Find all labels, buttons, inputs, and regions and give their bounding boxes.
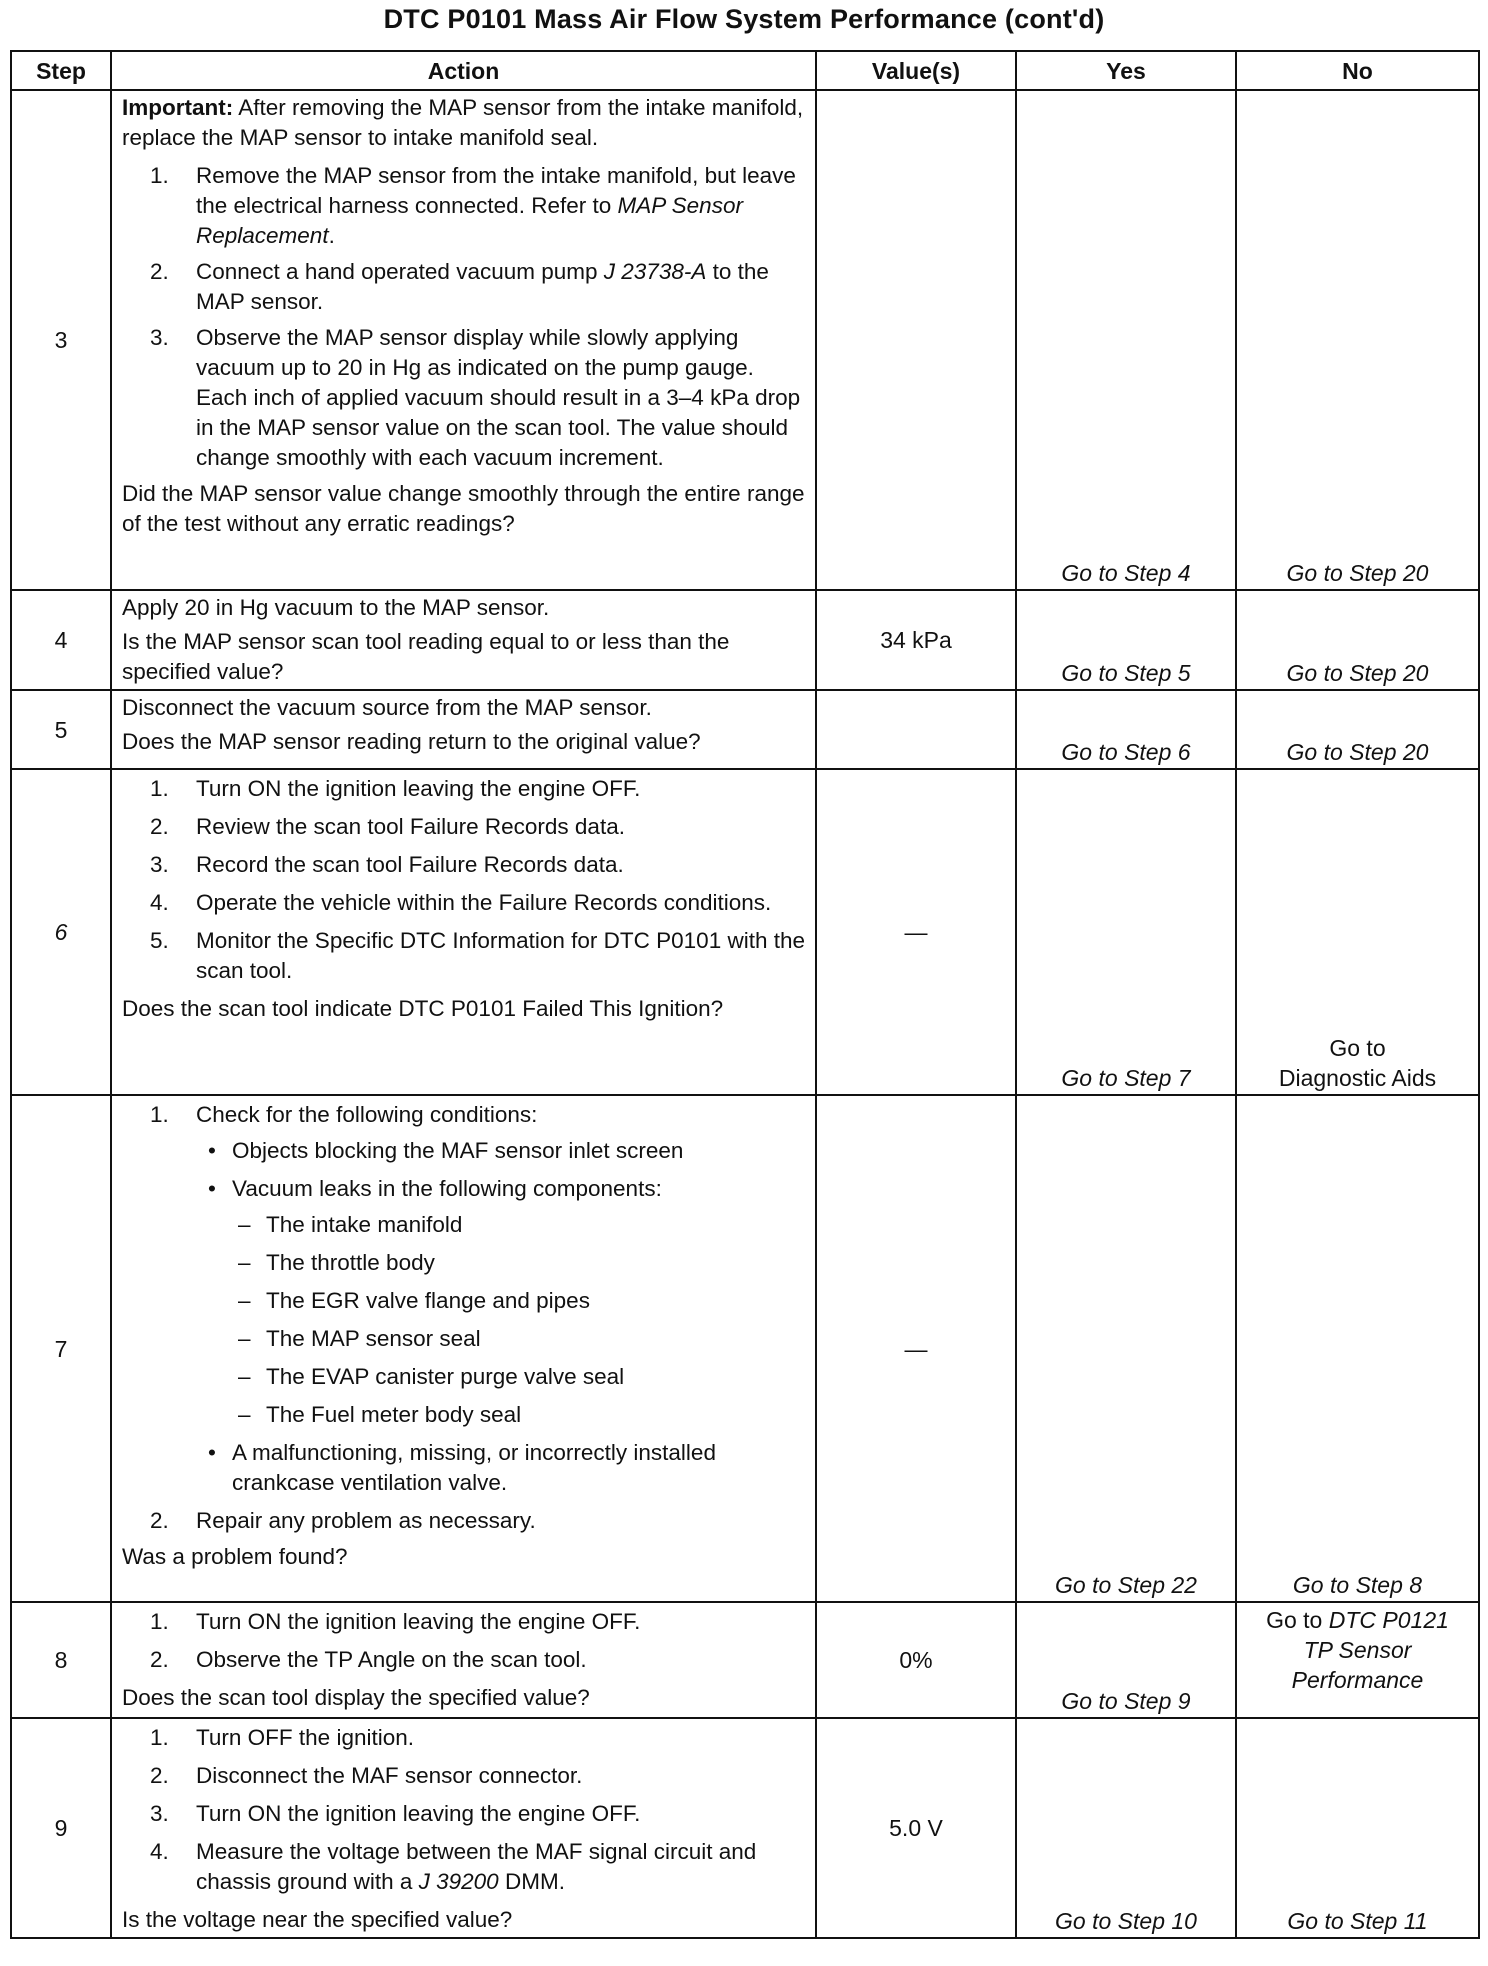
bullet-item: • Objects blocking the MAF sensor inlet screen [208, 1138, 684, 1163]
item-number: 3. [150, 1801, 169, 1826]
list-item [122, 257, 809, 317]
item-number: 1. [150, 1725, 169, 1750]
item-text: Monitor the Specific DTC Information for DTC P0101 with the scan tool. [196, 928, 805, 983]
list-item [122, 1799, 809, 1829]
header-step: Step [11, 51, 111, 90]
item-text: Record the scan tool Failure Records data. [196, 852, 624, 877]
no-link[interactable]: Go to Step 20 [1236, 690, 1479, 769]
value-cell [816, 90, 1016, 590]
action-cell [111, 1718, 816, 1938]
important-label: Important: [122, 95, 234, 120]
item-text: Turn ON the ignition leaving the engine OFF. [196, 1609, 641, 1634]
no-link-line: Go to [1329, 1035, 1386, 1061]
bullet-item: • A malfunctioning, missing, or incorrectly installed crankcase ventilation valve. [208, 1440, 716, 1495]
item-text: to the MAP sensor. [196, 259, 769, 314]
action-cell [111, 1095, 816, 1602]
no-link[interactable]: Go to Step 20 [1236, 90, 1479, 590]
item-text: Check for the following conditions: [196, 1102, 538, 1127]
header-action: Action [111, 51, 816, 90]
list-item [122, 1837, 809, 1897]
item-text: Review the scan tool Failure Records data. [196, 814, 625, 839]
list-item [122, 1100, 809, 1498]
value-cell: 0% [816, 1602, 1016, 1718]
action-cell [111, 1602, 816, 1718]
procedure-list [122, 1723, 809, 1897]
dash-item: – The MAP sensor seal [238, 1326, 481, 1351]
no-link[interactable]: Go to Step 20 [1236, 590, 1479, 690]
no-link-line: TP Sensor [1303, 1637, 1412, 1663]
value-cell [816, 690, 1016, 769]
item-text: Disconnect the MAF sensor connector. [196, 1763, 583, 1788]
item-text: Connect a hand operated vacuum pump [196, 259, 604, 284]
header-no: No [1236, 51, 1479, 90]
question-text: Does the scan tool display the specified value? [122, 1685, 590, 1710]
question-text: Did the MAP sensor value change smoothly through the entire range of the test without any erratic readings? [122, 481, 805, 536]
list-item [122, 926, 809, 986]
item-text: Remove the MAP sensor from the intake manifold, but leave the electrical harness connected. Refer to [196, 163, 796, 218]
yes-link[interactable]: Go to Step 7 [1016, 769, 1236, 1095]
table-row [11, 769, 1479, 1095]
table-row [11, 1602, 1479, 1718]
step-number: 7 [11, 1095, 111, 1602]
item-text: The Fuel meter body seal [266, 1402, 522, 1427]
action-cell [111, 590, 816, 690]
item-text: DMM. [498, 1869, 565, 1894]
item-number: 3. [150, 852, 169, 877]
action-text: Disconnect the vacuum source from the MAP sensor. [122, 695, 652, 720]
item-text: Turn ON the ignition leaving the engine OFF. [196, 776, 641, 801]
item-number: 5. [150, 928, 169, 953]
item-number: 1. [150, 163, 169, 188]
important-note [122, 93, 809, 153]
yes-link[interactable]: Go to Step 10 [1016, 1718, 1236, 1938]
action-text: Apply 20 in Hg vacuum to the MAP sensor. [122, 595, 550, 620]
item-text: Turn ON the ignition leaving the engine OFF. [196, 1801, 641, 1826]
list-item [122, 1506, 809, 1536]
list-item [122, 1607, 809, 1637]
no-link[interactable] [1236, 1602, 1479, 1718]
item-number: 2. [150, 814, 169, 839]
no-link[interactable] [1236, 769, 1479, 1095]
header-value: Value(s) [816, 51, 1016, 90]
table-row [11, 590, 1479, 690]
dash-item: – The intake manifold [238, 1212, 463, 1237]
list-item [122, 812, 809, 842]
item-text: Measure the voltage between the MAF signal circuit and chassis ground with a [196, 1839, 757, 1894]
dash-item: – The EGR valve flange and pipes [238, 1288, 590, 1313]
table-row [11, 690, 1479, 769]
no-link-line: Diagnostic Aids [1278, 1065, 1437, 1091]
value-cell: — [816, 1095, 1016, 1602]
page-title: DTC P0101 Mass Air Flow System Performance (cont'd) [383, 4, 1105, 34]
item-number: 4. [150, 890, 169, 915]
reference-link[interactable]: MAP Sensor Replacement [196, 193, 743, 248]
header-yes: Yes [1016, 51, 1236, 90]
step-number: 3 [11, 90, 111, 590]
item-text: Vacuum leaks in the following components: [232, 1176, 662, 1201]
action-cell [111, 690, 816, 769]
list-item [122, 1761, 809, 1791]
item-number: 3. [150, 325, 169, 350]
no-link-line: Performance [1291, 1667, 1424, 1693]
bullet-list [196, 1136, 809, 1498]
yes-link[interactable]: Go to Step 6 [1016, 690, 1236, 769]
item-text: Observe the MAP sensor display while slowly applying vacuum up to 20 in Hg as indicated on the pump gauge. Each inch of applied vacuum should result in a 3–4 kPa drop in the MAP sensor value on the scan tool. The value should change smoothly with each vacuum increment. [196, 325, 801, 470]
dash-item: – The Fuel meter body seal [238, 1402, 522, 1427]
no-link[interactable]: Go to Step 8 [1236, 1095, 1479, 1602]
list-item [122, 850, 809, 880]
list-item [122, 1645, 809, 1675]
question-text: Does the scan tool indicate DTC P0101 Failed This Ignition? [122, 996, 724, 1021]
dash-list [232, 1210, 809, 1430]
bullet-item: • Vacuum leaks in the following components: – The intake manifold – The throttle body – The EGR valve flange and pipes – The MAP sensor seal – The EVAP canister purge valve seal – The Fuel meter body seal [196, 1174, 809, 1430]
item-number: 1. [150, 1609, 169, 1634]
step-number: 8 [11, 1602, 111, 1718]
item-text: The MAP sensor seal [266, 1326, 481, 1351]
item-number: 2. [150, 1763, 169, 1788]
list-item [122, 323, 809, 473]
tool-number: J 23738-A [603, 259, 707, 284]
action-cell [111, 769, 816, 1095]
item-number: 1. [150, 1102, 169, 1127]
procedure-list [122, 1100, 809, 1536]
question-text: Is the voltage near the specified value? [122, 1907, 513, 1932]
item-text: A malfunctioning, missing, or incorrectly installed crankcase ventilation valve. [232, 1440, 716, 1495]
table-row [11, 1718, 1479, 1938]
diagnostic-table [10, 50, 1480, 1939]
yes-link[interactable]: Go to Step 4 [1016, 90, 1236, 590]
item-text: The throttle body [266, 1250, 435, 1275]
value-cell: — [816, 769, 1016, 1095]
action-cell [111, 90, 816, 590]
item-text: The intake manifold [266, 1212, 463, 1237]
table-header-row [11, 51, 1479, 90]
step-number: 6 [11, 769, 111, 1095]
item-number: 2. [150, 259, 169, 284]
procedure-list [122, 161, 809, 473]
value-cell: 5.0 V [816, 1718, 1016, 1938]
dash-item: – The throttle body [238, 1250, 435, 1275]
question-text: Was a problem found? [122, 1544, 348, 1569]
important-text: After removing the MAP sensor from the intake manifold, replace the MAP sensor to intake manifold seal. [122, 95, 804, 150]
list-item [122, 888, 809, 918]
dash-item: – The EVAP canister purge valve seal [238, 1364, 625, 1389]
question-text: Is the MAP sensor scan tool reading equal to or less than the specified value? [122, 629, 730, 684]
no-link[interactable]: Go to Step 11 [1236, 1718, 1479, 1938]
step-number: 9 [11, 1718, 111, 1938]
list-item [122, 1723, 809, 1753]
yes-link[interactable]: Go to Step 9 [1016, 1602, 1236, 1718]
procedure-list [122, 1607, 809, 1675]
item-text: Observe the TP Angle on the scan tool. [196, 1647, 587, 1672]
item-text: Turn OFF the ignition. [196, 1725, 415, 1750]
item-text: Operate the vehicle within the Failure Records conditions. [196, 890, 772, 915]
table-row [11, 90, 1479, 590]
question-text: Does the MAP sensor reading return to the original value? [122, 729, 701, 754]
list-item [122, 774, 809, 804]
step-number: 4 [11, 590, 111, 690]
item-text: Objects blocking the MAF sensor inlet screen [232, 1138, 684, 1163]
value-cell: 34 kPa [816, 590, 1016, 690]
item-number: 2. [150, 1508, 169, 1533]
item-text: The EGR valve flange and pipes [266, 1288, 590, 1313]
tool-number: J 39200 [418, 1869, 499, 1894]
yes-link[interactable]: Go to Step 5 [1016, 590, 1236, 690]
item-text: Repair any problem as necessary. [196, 1508, 536, 1533]
item-number: 2. [150, 1647, 169, 1672]
item-number: 4. [150, 1839, 169, 1864]
item-text: The EVAP canister purge valve seal [266, 1364, 625, 1389]
procedure-list [122, 774, 809, 986]
step-number: 5 [11, 690, 111, 769]
table-row [11, 1095, 1479, 1602]
item-number: 1. [150, 776, 169, 801]
list-item: 1. Remove the MAP sensor from the intake manifold, but leave the electrical harness connected. Refer to MAP Sensor Replacement. [150, 163, 796, 248]
yes-link[interactable]: Go to Step 22 [1016, 1095, 1236, 1602]
no-link-line: Go to DTC P0121 [1266, 1607, 1449, 1633]
